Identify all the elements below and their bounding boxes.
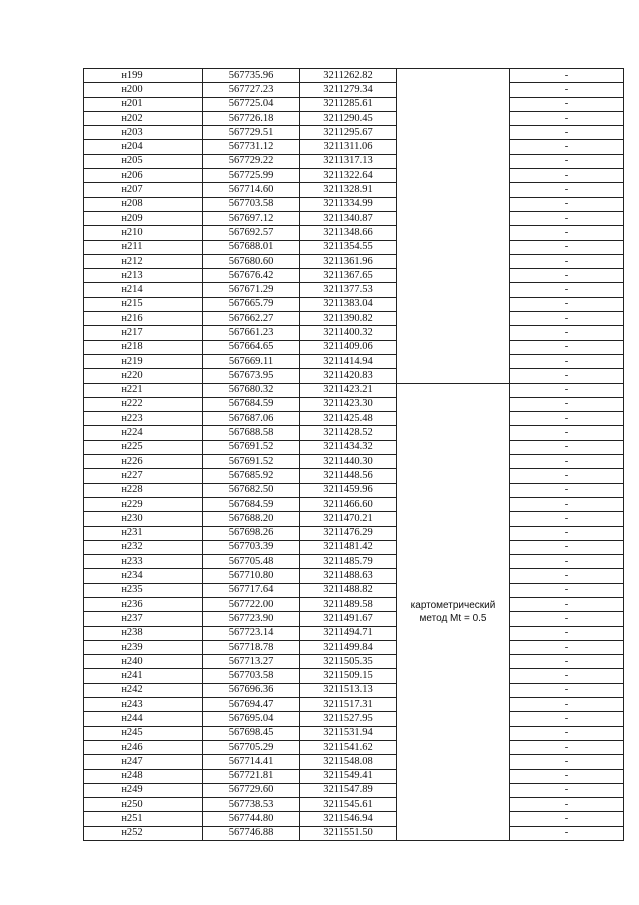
x-coordinate-cell: 567705.48 bbox=[203, 555, 300, 569]
table-row bbox=[84, 154, 624, 168]
x-coordinate-cell: 567723.90 bbox=[203, 612, 300, 626]
dash-cell: - bbox=[510, 826, 624, 840]
coordinate-table-container bbox=[83, 68, 596, 841]
point-id-cell: н231 bbox=[84, 526, 203, 540]
dash-cell: - bbox=[510, 183, 624, 197]
table-row bbox=[84, 297, 624, 311]
table-row bbox=[84, 726, 624, 740]
table-row bbox=[84, 583, 624, 597]
dash-cell: - bbox=[510, 269, 624, 283]
y-coordinate-cell: 3211423.30 bbox=[300, 397, 397, 411]
y-coordinate-cell: 3211549.41 bbox=[300, 769, 397, 783]
x-coordinate-cell: 567718.78 bbox=[203, 640, 300, 654]
x-coordinate-cell: 567726.18 bbox=[203, 111, 300, 125]
table-row bbox=[84, 683, 624, 697]
table-row bbox=[84, 483, 624, 497]
y-coordinate-cell: 3211459.96 bbox=[300, 483, 397, 497]
table-row bbox=[84, 240, 624, 254]
table-row bbox=[84, 254, 624, 268]
y-coordinate-cell: 3211434.32 bbox=[300, 440, 397, 454]
point-id-cell: н230 bbox=[84, 512, 203, 526]
dash-cell: - bbox=[510, 126, 624, 140]
table-row bbox=[84, 497, 624, 511]
dash-cell: - bbox=[510, 111, 624, 125]
y-coordinate-cell: 3211548.08 bbox=[300, 755, 397, 769]
x-coordinate-cell: 567714.41 bbox=[203, 755, 300, 769]
point-id-cell: н204 bbox=[84, 140, 203, 154]
y-coordinate-cell: 3211551.50 bbox=[300, 826, 397, 840]
table-row bbox=[84, 111, 624, 125]
x-coordinate-cell: 567688.01 bbox=[203, 240, 300, 254]
x-coordinate-cell: 567697.12 bbox=[203, 211, 300, 225]
y-coordinate-cell: 3211311.06 bbox=[300, 140, 397, 154]
dash-cell: - bbox=[510, 312, 624, 326]
dash-cell: - bbox=[510, 397, 624, 411]
point-id-cell: н229 bbox=[84, 497, 203, 511]
coordinate-table bbox=[83, 68, 624, 841]
dash-cell: - bbox=[510, 354, 624, 368]
x-coordinate-cell: 567729.51 bbox=[203, 126, 300, 140]
y-coordinate-cell: 3211470.21 bbox=[300, 512, 397, 526]
y-coordinate-cell: 3211340.87 bbox=[300, 211, 397, 225]
x-coordinate-cell: 567664.65 bbox=[203, 340, 300, 354]
table-row bbox=[84, 269, 624, 283]
y-coordinate-cell: 3211517.31 bbox=[300, 698, 397, 712]
y-coordinate-cell: 3211361.96 bbox=[300, 254, 397, 268]
point-id-cell: н222 bbox=[84, 397, 203, 411]
y-coordinate-cell: 3211485.79 bbox=[300, 555, 397, 569]
dash-cell: - bbox=[510, 597, 624, 611]
x-coordinate-cell: 567684.59 bbox=[203, 397, 300, 411]
point-id-cell: н212 bbox=[84, 254, 203, 268]
y-coordinate-cell: 3211541.62 bbox=[300, 740, 397, 754]
dash-cell: - bbox=[510, 497, 624, 511]
coordinate-table-body bbox=[84, 69, 624, 841]
table-row bbox=[84, 354, 624, 368]
dash-cell: - bbox=[510, 69, 624, 83]
x-coordinate-cell: 567703.58 bbox=[203, 197, 300, 211]
point-id-cell: н208 bbox=[84, 197, 203, 211]
y-coordinate-cell: 3211527.95 bbox=[300, 712, 397, 726]
method-cell-top bbox=[397, 69, 510, 384]
x-coordinate-cell: 567682.50 bbox=[203, 483, 300, 497]
dash-cell: - bbox=[510, 83, 624, 97]
point-id-cell: н239 bbox=[84, 640, 203, 654]
y-coordinate-cell: 3211476.29 bbox=[300, 526, 397, 540]
x-coordinate-cell: 567729.60 bbox=[203, 783, 300, 797]
x-coordinate-cell: 567669.11 bbox=[203, 354, 300, 368]
point-id-cell: н199 bbox=[84, 69, 203, 83]
dash-cell: - bbox=[510, 469, 624, 483]
x-coordinate-cell: 567727.23 bbox=[203, 83, 300, 97]
y-coordinate-cell: 3211317.13 bbox=[300, 154, 397, 168]
table-row bbox=[84, 440, 624, 454]
y-coordinate-cell: 3211488.63 bbox=[300, 569, 397, 583]
x-coordinate-cell: 567694.47 bbox=[203, 698, 300, 712]
x-coordinate-cell: 567676.42 bbox=[203, 269, 300, 283]
point-id-cell: н214 bbox=[84, 283, 203, 297]
y-coordinate-cell: 3211377.53 bbox=[300, 283, 397, 297]
dash-cell: - bbox=[510, 569, 624, 583]
x-coordinate-cell: 567696.36 bbox=[203, 683, 300, 697]
point-id-cell: н205 bbox=[84, 154, 203, 168]
table-row bbox=[84, 412, 624, 426]
y-coordinate-cell: 3211489.58 bbox=[300, 597, 397, 611]
point-id-cell: н248 bbox=[84, 769, 203, 783]
point-id-cell: н217 bbox=[84, 326, 203, 340]
point-id-cell: н224 bbox=[84, 426, 203, 440]
dash-cell: - bbox=[510, 740, 624, 754]
table-row bbox=[84, 369, 624, 383]
x-coordinate-cell: 567695.04 bbox=[203, 712, 300, 726]
table-row bbox=[84, 426, 624, 440]
point-id-cell: н250 bbox=[84, 798, 203, 812]
point-id-cell: н225 bbox=[84, 440, 203, 454]
point-id-cell: н234 bbox=[84, 569, 203, 583]
x-coordinate-cell: 567721.81 bbox=[203, 769, 300, 783]
point-id-cell: н216 bbox=[84, 312, 203, 326]
table-row bbox=[84, 626, 624, 640]
point-id-cell: н232 bbox=[84, 540, 203, 554]
table-row bbox=[84, 640, 624, 654]
dash-cell: - bbox=[510, 769, 624, 783]
table-row bbox=[84, 226, 624, 240]
dash-cell: - bbox=[510, 512, 624, 526]
table-row bbox=[84, 97, 624, 111]
y-coordinate-cell: 3211295.67 bbox=[300, 126, 397, 140]
y-coordinate-cell: 3211328.91 bbox=[300, 183, 397, 197]
point-id-cell: н223 bbox=[84, 412, 203, 426]
dash-cell: - bbox=[510, 426, 624, 440]
point-id-cell: н202 bbox=[84, 111, 203, 125]
y-coordinate-cell: 3211322.64 bbox=[300, 169, 397, 183]
y-coordinate-cell: 3211545.61 bbox=[300, 798, 397, 812]
x-coordinate-cell: 567731.12 bbox=[203, 140, 300, 154]
x-coordinate-cell: 567680.60 bbox=[203, 254, 300, 268]
table-row bbox=[84, 197, 624, 211]
dash-cell: - bbox=[510, 583, 624, 597]
y-coordinate-cell: 3211262.82 bbox=[300, 69, 397, 83]
point-id-cell: н203 bbox=[84, 126, 203, 140]
x-coordinate-cell: 567746.88 bbox=[203, 826, 300, 840]
y-coordinate-cell: 3211546.94 bbox=[300, 812, 397, 826]
dash-cell: - bbox=[510, 798, 624, 812]
dash-cell: - bbox=[510, 197, 624, 211]
point-id-cell: н210 bbox=[84, 226, 203, 240]
y-coordinate-cell: 3211505.35 bbox=[300, 655, 397, 669]
dash-cell: - bbox=[510, 555, 624, 569]
table-row bbox=[84, 655, 624, 669]
method-cell: картометрический метод Mt = 0.5 bbox=[397, 383, 510, 841]
y-coordinate-cell: 3211481.42 bbox=[300, 540, 397, 554]
table-row bbox=[84, 69, 624, 83]
table-row bbox=[84, 126, 624, 140]
x-coordinate-cell: 567680.32 bbox=[203, 383, 300, 397]
x-coordinate-cell: 567671.29 bbox=[203, 283, 300, 297]
y-coordinate-cell: 3211414.94 bbox=[300, 354, 397, 368]
x-coordinate-cell: 567698.26 bbox=[203, 526, 300, 540]
table-row bbox=[84, 826, 624, 840]
x-coordinate-cell: 567661.23 bbox=[203, 326, 300, 340]
dash-cell: - bbox=[510, 640, 624, 654]
point-id-cell: н236 bbox=[84, 597, 203, 611]
x-coordinate-cell: 567713.27 bbox=[203, 655, 300, 669]
table-row bbox=[84, 597, 624, 611]
dash-cell: - bbox=[510, 783, 624, 797]
table-row bbox=[84, 783, 624, 797]
x-coordinate-cell: 567662.27 bbox=[203, 312, 300, 326]
y-coordinate-cell: 3211367.65 bbox=[300, 269, 397, 283]
dash-cell: - bbox=[510, 283, 624, 297]
y-coordinate-cell: 3211383.04 bbox=[300, 297, 397, 311]
y-coordinate-cell: 3211279.34 bbox=[300, 83, 397, 97]
table-row bbox=[84, 755, 624, 769]
table-row bbox=[84, 712, 624, 726]
table-row bbox=[84, 469, 624, 483]
table-row bbox=[84, 383, 624, 397]
y-coordinate-cell: 3211448.56 bbox=[300, 469, 397, 483]
y-coordinate-cell: 3211531.94 bbox=[300, 726, 397, 740]
point-id-cell: н219 bbox=[84, 354, 203, 368]
dash-cell: - bbox=[510, 440, 624, 454]
point-id-cell: н220 bbox=[84, 369, 203, 383]
table-row bbox=[84, 569, 624, 583]
table-row bbox=[84, 169, 624, 183]
y-coordinate-cell: 3211509.15 bbox=[300, 669, 397, 683]
dash-cell: - bbox=[510, 211, 624, 225]
point-id-cell: н237 bbox=[84, 612, 203, 626]
y-coordinate-cell: 3211334.99 bbox=[300, 197, 397, 211]
table-row bbox=[84, 612, 624, 626]
dash-cell: - bbox=[510, 383, 624, 397]
y-coordinate-cell: 3211390.82 bbox=[300, 312, 397, 326]
dash-cell: - bbox=[510, 297, 624, 311]
y-coordinate-cell: 3211348.66 bbox=[300, 226, 397, 240]
table-row bbox=[84, 455, 624, 469]
y-coordinate-cell: 3211409.06 bbox=[300, 340, 397, 354]
table-row bbox=[84, 669, 624, 683]
dash-cell: - bbox=[510, 340, 624, 354]
point-id-cell: н213 bbox=[84, 269, 203, 283]
x-coordinate-cell: 567687.06 bbox=[203, 412, 300, 426]
x-coordinate-cell: 567710.80 bbox=[203, 569, 300, 583]
y-coordinate-cell: 3211491.67 bbox=[300, 612, 397, 626]
point-id-cell: н221 bbox=[84, 383, 203, 397]
x-coordinate-cell: 567665.79 bbox=[203, 297, 300, 311]
table-row bbox=[84, 740, 624, 754]
point-id-cell: н249 bbox=[84, 783, 203, 797]
x-coordinate-cell: 567691.52 bbox=[203, 440, 300, 454]
point-id-cell: н245 bbox=[84, 726, 203, 740]
point-id-cell: н233 bbox=[84, 555, 203, 569]
y-coordinate-cell: 3211428.52 bbox=[300, 426, 397, 440]
table-row bbox=[84, 83, 624, 97]
table-row bbox=[84, 512, 624, 526]
x-coordinate-cell: 567735.96 bbox=[203, 69, 300, 83]
point-id-cell: н226 bbox=[84, 455, 203, 469]
y-coordinate-cell: 3211400.32 bbox=[300, 326, 397, 340]
y-coordinate-cell: 3211423.21 bbox=[300, 383, 397, 397]
dash-cell: - bbox=[510, 226, 624, 240]
dash-cell: - bbox=[510, 698, 624, 712]
x-coordinate-cell: 567723.14 bbox=[203, 626, 300, 640]
table-row bbox=[84, 555, 624, 569]
y-coordinate-cell: 3211420.83 bbox=[300, 369, 397, 383]
dash-cell: - bbox=[510, 97, 624, 111]
point-id-cell: н201 bbox=[84, 97, 203, 111]
table-row bbox=[84, 812, 624, 826]
dash-cell: - bbox=[510, 169, 624, 183]
point-id-cell: н200 bbox=[84, 83, 203, 97]
dash-cell: - bbox=[510, 812, 624, 826]
point-id-cell: н211 bbox=[84, 240, 203, 254]
point-id-cell: н240 bbox=[84, 655, 203, 669]
table-row bbox=[84, 183, 624, 197]
x-coordinate-cell: 567722.00 bbox=[203, 597, 300, 611]
x-coordinate-cell: 567725.99 bbox=[203, 169, 300, 183]
point-id-cell: н238 bbox=[84, 626, 203, 640]
x-coordinate-cell: 567692.57 bbox=[203, 226, 300, 240]
dash-cell: - bbox=[510, 369, 624, 383]
dash-cell: - bbox=[510, 140, 624, 154]
table-row bbox=[84, 397, 624, 411]
dash-cell: - bbox=[510, 669, 624, 683]
x-coordinate-cell: 567705.29 bbox=[203, 740, 300, 754]
y-coordinate-cell: 3211494.71 bbox=[300, 626, 397, 640]
x-coordinate-cell: 567703.39 bbox=[203, 540, 300, 554]
point-id-cell: н228 bbox=[84, 483, 203, 497]
point-id-cell: н243 bbox=[84, 698, 203, 712]
y-coordinate-cell: 3211499.84 bbox=[300, 640, 397, 654]
table-row bbox=[84, 769, 624, 783]
x-coordinate-cell: 567698.45 bbox=[203, 726, 300, 740]
dash-cell: - bbox=[510, 154, 624, 168]
x-coordinate-cell: 567729.22 bbox=[203, 154, 300, 168]
point-id-cell: н244 bbox=[84, 712, 203, 726]
point-id-cell: н207 bbox=[84, 183, 203, 197]
table-row bbox=[84, 211, 624, 225]
dash-cell: - bbox=[510, 755, 624, 769]
point-id-cell: н206 bbox=[84, 169, 203, 183]
dash-cell: - bbox=[510, 326, 624, 340]
table-row bbox=[84, 312, 624, 326]
y-coordinate-cell: 3211466.60 bbox=[300, 497, 397, 511]
y-coordinate-cell: 3211440.30 bbox=[300, 455, 397, 469]
point-id-cell: н241 bbox=[84, 669, 203, 683]
dash-cell: - bbox=[510, 612, 624, 626]
x-coordinate-cell: 567673.95 bbox=[203, 369, 300, 383]
y-coordinate-cell: 3211285.61 bbox=[300, 97, 397, 111]
point-id-cell: н227 bbox=[84, 469, 203, 483]
x-coordinate-cell: 567738.53 bbox=[203, 798, 300, 812]
table-row bbox=[84, 283, 624, 297]
dash-cell: - bbox=[510, 626, 624, 640]
y-coordinate-cell: 3211290.45 bbox=[300, 111, 397, 125]
dash-cell: - bbox=[510, 240, 624, 254]
y-coordinate-cell: 3211425.48 bbox=[300, 412, 397, 426]
x-coordinate-cell: 567688.20 bbox=[203, 512, 300, 526]
y-coordinate-cell: 3211488.82 bbox=[300, 583, 397, 597]
point-id-cell: н235 bbox=[84, 583, 203, 597]
point-id-cell: н215 bbox=[84, 297, 203, 311]
x-coordinate-cell: 567685.92 bbox=[203, 469, 300, 483]
point-id-cell: н242 bbox=[84, 683, 203, 697]
y-coordinate-cell: 3211513.13 bbox=[300, 683, 397, 697]
dash-cell: - bbox=[510, 455, 624, 469]
dash-cell: - bbox=[510, 683, 624, 697]
dash-cell: - bbox=[510, 412, 624, 426]
table-row bbox=[84, 340, 624, 354]
x-coordinate-cell: 567703.58 bbox=[203, 669, 300, 683]
dash-cell: - bbox=[510, 254, 624, 268]
table-row bbox=[84, 540, 624, 554]
table-row bbox=[84, 526, 624, 540]
dash-cell: - bbox=[510, 483, 624, 497]
dash-cell: - bbox=[510, 526, 624, 540]
point-id-cell: н251 bbox=[84, 812, 203, 826]
point-id-cell: н247 bbox=[84, 755, 203, 769]
y-coordinate-cell: 3211354.55 bbox=[300, 240, 397, 254]
table-row bbox=[84, 326, 624, 340]
dash-cell: - bbox=[510, 712, 624, 726]
x-coordinate-cell: 567691.52 bbox=[203, 455, 300, 469]
y-coordinate-cell: 3211547.89 bbox=[300, 783, 397, 797]
point-id-cell: н252 bbox=[84, 826, 203, 840]
table-row bbox=[84, 698, 624, 712]
table-row bbox=[84, 798, 624, 812]
table-row bbox=[84, 140, 624, 154]
x-coordinate-cell: 567714.60 bbox=[203, 183, 300, 197]
x-coordinate-cell: 567684.59 bbox=[203, 497, 300, 511]
x-coordinate-cell: 567744.80 bbox=[203, 812, 300, 826]
x-coordinate-cell: 567725.04 bbox=[203, 97, 300, 111]
point-id-cell: н209 bbox=[84, 211, 203, 225]
dash-cell: - bbox=[510, 540, 624, 554]
point-id-cell: н218 bbox=[84, 340, 203, 354]
point-id-cell: н246 bbox=[84, 740, 203, 754]
dash-cell: - bbox=[510, 726, 624, 740]
x-coordinate-cell: 567717.64 bbox=[203, 583, 300, 597]
dash-cell: - bbox=[510, 655, 624, 669]
x-coordinate-cell: 567688.58 bbox=[203, 426, 300, 440]
